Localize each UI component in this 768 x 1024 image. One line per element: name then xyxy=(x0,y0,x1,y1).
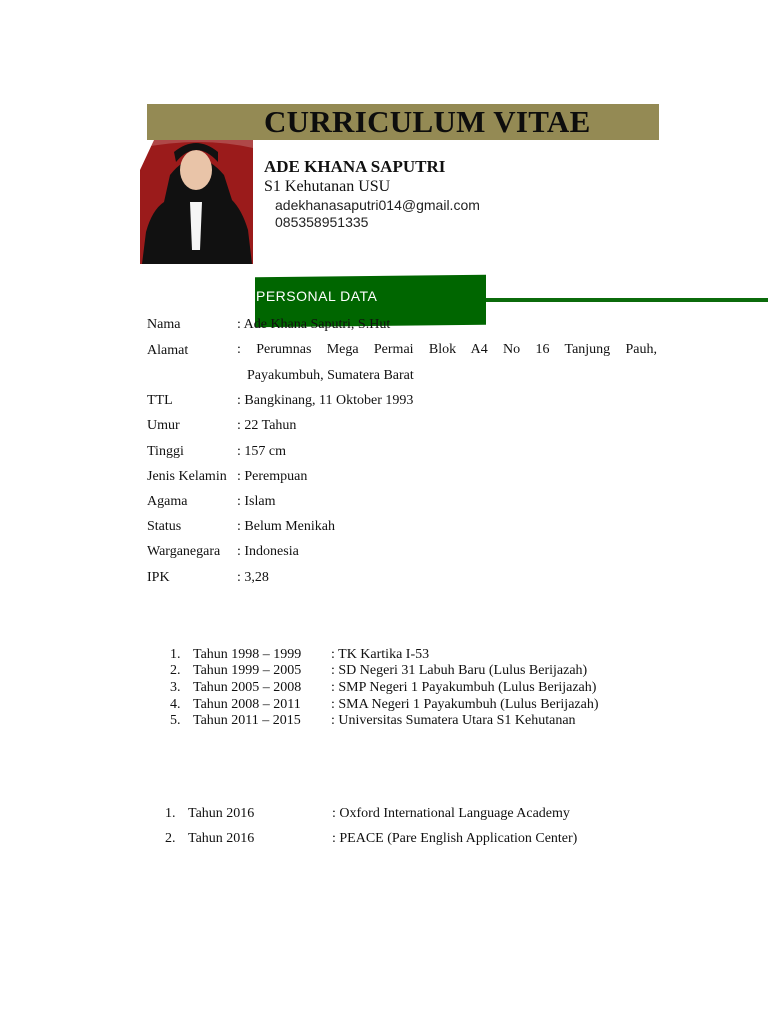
education-year: Tahun 2011 – 2015 xyxy=(193,713,301,728)
education-year: Tahun 2008 – 2011 xyxy=(193,697,301,712)
field-value-continued: Payakumbuh, Sumatera Barat xyxy=(247,368,414,383)
education-institution: : TK Kartika I-53 xyxy=(331,647,430,662)
field-label: IPK xyxy=(147,570,170,585)
field-value: : Belum Menikah xyxy=(237,519,335,534)
field-value: : Islam xyxy=(237,494,276,509)
field-label: Tinggi xyxy=(147,444,184,459)
profile-photo xyxy=(140,140,253,264)
field-label: Umur xyxy=(147,418,180,433)
field-value: : 157 cm xyxy=(237,444,286,459)
phone-text: 085358951335 xyxy=(275,214,369,230)
field-label: Alamat xyxy=(147,343,189,358)
candidate-name: ADE KHANA SAPUTRI xyxy=(264,157,446,176)
field-label: Jenis Kelamin xyxy=(147,469,227,484)
candidate-degree: S1 Kehutanan USU xyxy=(264,178,391,195)
course-year: Tahun 2016 xyxy=(188,831,255,846)
education-institution: : SMP Negeri 1 Payakumbuh (Lulus Berijazah) xyxy=(331,680,597,695)
education-institution: : SD Negeri 31 Labuh Baru (Lulus Berijazah) xyxy=(331,663,588,678)
field-value: : Perumnas Mega Permai Blok A4 No 16 Tanjung Pauh, xyxy=(237,342,657,357)
list-number: 1. xyxy=(165,806,176,821)
field-value: : Bangkinang, 11 Oktober 1993 xyxy=(237,393,414,408)
field-value: : Perempuan xyxy=(237,469,308,484)
field-label: Status xyxy=(147,519,182,534)
education-year: Tahun 1999 – 2005 xyxy=(193,663,302,678)
field-value: : Indonesia xyxy=(237,544,299,559)
list-number: 3. xyxy=(170,680,181,695)
section-divider xyxy=(486,298,768,302)
education-institution: : SMA Negeri 1 Payakumbuh (Lulus Berijazah) xyxy=(331,697,599,712)
field-value: : 3,28 xyxy=(237,570,269,585)
section-title-personal: PERSONAL DATA xyxy=(256,288,378,304)
profile-photo-image xyxy=(140,140,253,264)
education-year: Tahun 2005 – 2008 xyxy=(193,680,302,695)
field-value: : Ade Khana Saputri, S.Hut xyxy=(237,317,391,332)
list-number: 4. xyxy=(170,697,181,712)
list-number: 2. xyxy=(165,831,176,846)
page-title: CURRICULUM VITAE xyxy=(264,104,591,139)
course-institution: : PEACE (Pare English Application Center) xyxy=(332,831,578,846)
field-value: : 22 Tahun xyxy=(237,418,297,433)
field-label: Agama xyxy=(147,494,188,509)
course-institution: : Oxford International Language Academy xyxy=(332,806,570,821)
field-label: Nama xyxy=(147,317,181,332)
list-number: 1. xyxy=(170,647,181,662)
list-number: 5. xyxy=(170,713,181,728)
education-year: Tahun 1998 – 1999 xyxy=(193,647,302,662)
field-label: Warganegara xyxy=(147,544,221,559)
list-number: 2. xyxy=(170,663,181,678)
course-year: Tahun 2016 xyxy=(188,806,255,821)
email-text[interactable]: adekhanasaputri014@gmail.com xyxy=(275,197,480,213)
field-label: TTL xyxy=(147,393,173,408)
education-institution: : Universitas Sumatera Utara S1 Kehutanan xyxy=(331,713,576,728)
